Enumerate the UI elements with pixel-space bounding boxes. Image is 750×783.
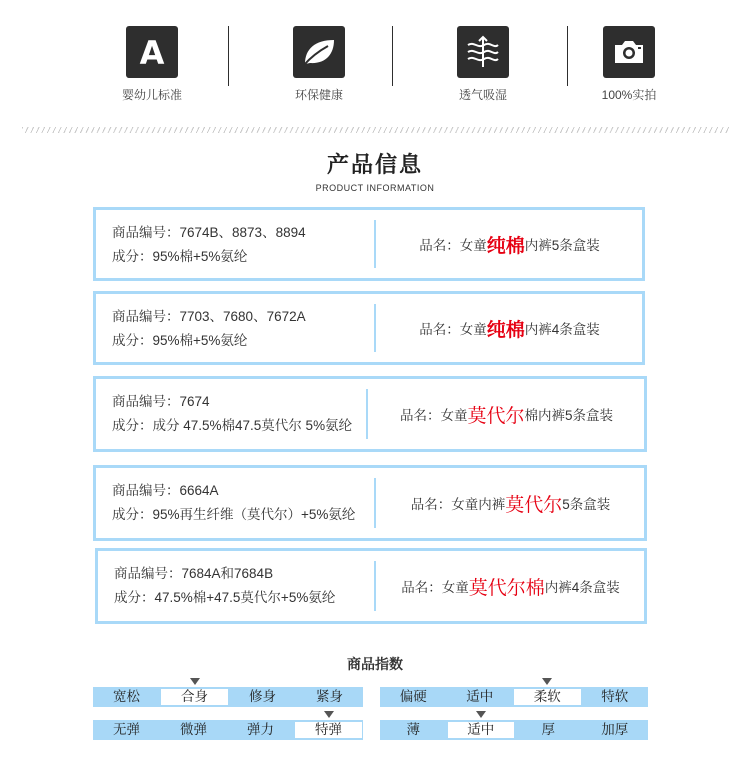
fit-option: 修身 [249, 689, 276, 704]
product-code: 商品编号：7684A和7684B [114, 566, 274, 581]
product-name-suffix: 内裤4条盒装 [544, 580, 620, 595]
product-name-prefix: 品名：女童 [419, 322, 487, 337]
thickness-option: 薄 [406, 722, 420, 737]
feel-scale [380, 687, 648, 707]
fit-option: 紧身 [316, 689, 343, 704]
product-name [377, 210, 642, 278]
product-details [112, 305, 306, 353]
thickness-option: 加厚 [601, 722, 629, 737]
product-name [369, 379, 644, 449]
elasticity-option: 无弹 [113, 722, 140, 737]
feature-label: 透气吸湿 [458, 88, 507, 102]
product-name-highlight: 纯棉 [486, 235, 525, 257]
camera-icon [603, 26, 655, 78]
product-name-prefix: 品名：女童内裤 [410, 497, 506, 512]
thickness-option: 适中 [448, 722, 515, 738]
product-name-highlight: 莫代尔 [467, 405, 525, 427]
section-subtitle: PRODUCT INFORMATION [315, 183, 435, 193]
elasticity-option: 特弹 [295, 722, 362, 738]
product-name-suffix: 内裤4条盒装 [524, 322, 600, 337]
product-details [112, 390, 352, 438]
product-name [377, 551, 644, 621]
hatched-divider [22, 127, 730, 133]
selected-marker-icon [476, 711, 486, 718]
product-card [93, 207, 645, 281]
feature-label: 100%实拍 [601, 88, 657, 102]
feature-real-photo [564, 26, 694, 103]
product-material: 成分：47.5%棉+47.5莫代尔+5%氨纶 [114, 590, 336, 605]
product-name-suffix: 内裤5条盒装 [524, 238, 600, 253]
product-details [112, 221, 306, 269]
card-divider [374, 478, 376, 528]
selected-marker-icon [542, 678, 552, 685]
product-name [377, 468, 644, 538]
product-name-highlight: 莫代尔棉 [468, 577, 545, 599]
product-details [112, 479, 355, 527]
product-name [377, 294, 642, 362]
feature-divider [228, 26, 229, 86]
letter-a-icon [126, 26, 178, 78]
elasticity-option: 弹力 [247, 722, 274, 737]
section-header [0, 148, 750, 193]
feature-label: 婴幼儿标准 [121, 88, 182, 102]
leaf-icon [293, 26, 345, 78]
index-title: 商品指数 [347, 656, 403, 672]
product-name-suffix: 棉内裤5条盒装 [524, 408, 614, 423]
airflow-icon [457, 26, 509, 78]
product-code: 商品编号：7674 [112, 394, 210, 409]
section-title: 产品信息 [326, 152, 423, 177]
product-name-prefix: 品名：女童 [419, 238, 487, 253]
product-card [93, 465, 647, 541]
product-code: 商品编号：7674B、8873、8894 [112, 225, 306, 240]
product-name-prefix: 品名：女童 [399, 408, 468, 423]
feel-option: 特软 [601, 689, 629, 704]
fit-scale [93, 687, 363, 707]
selected-marker-icon [190, 678, 200, 685]
product-material: 成分：95%棉+5%氨纶 [112, 333, 248, 348]
product-details [114, 562, 335, 610]
product-card [95, 548, 647, 624]
feature-row [0, 26, 750, 100]
product-code: 商品编号：7703、7680、7672A [112, 309, 306, 324]
product-name-prefix: 品名：女童 [401, 580, 469, 595]
card-divider [374, 304, 376, 352]
card-divider [374, 561, 376, 611]
selected-marker-icon [324, 711, 334, 718]
feel-option: 柔软 [514, 689, 581, 705]
thickness-option: 厚 [541, 722, 555, 737]
feature-label: 环保健康 [294, 88, 343, 102]
card-divider [374, 220, 376, 268]
elasticity-option: 微弹 [180, 722, 207, 737]
product-name-highlight: 纯棉 [486, 319, 525, 341]
elasticity-scale [93, 720, 363, 740]
product-material: 成分：95%再生纤维（莫代尔）+5%氨纶 [112, 507, 356, 522]
product-name-suffix: 5条盒装 [562, 497, 611, 512]
fit-option: 合身 [161, 689, 228, 705]
product-code: 商品编号：6664A [112, 483, 219, 498]
feel-option: 偏硬 [399, 689, 427, 704]
product-name-highlight: 莫代尔 [505, 494, 563, 516]
product-material: 成分：95%棉+5%氨纶 [112, 249, 248, 264]
product-card [93, 291, 645, 365]
feature-divider [392, 26, 393, 86]
svg-text:A: A [139, 35, 165, 69]
product-card [93, 376, 647, 452]
card-divider [366, 389, 368, 439]
product-material: 成分：成分 47.5%棉47.5莫代尔 5%氨纶 [112, 418, 353, 433]
feel-option: 适中 [466, 689, 494, 704]
feature-eco-healthy [254, 26, 384, 103]
feature-infant-standard [87, 26, 217, 103]
thickness-scale [380, 720, 648, 740]
feature-breathable [418, 26, 548, 103]
fit-option: 宽松 [113, 689, 140, 704]
